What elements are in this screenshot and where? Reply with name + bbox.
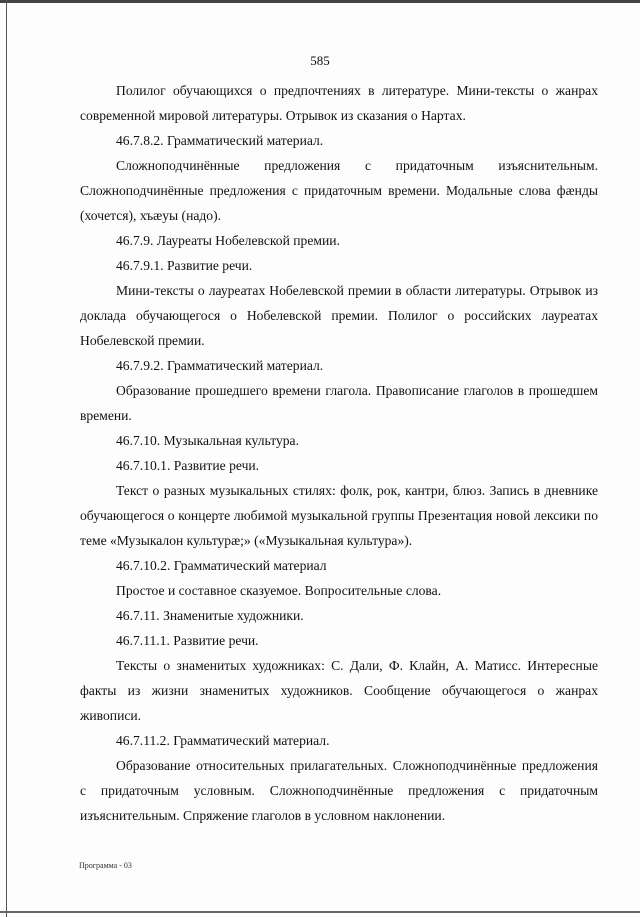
paragraph: Мини-тексты о лауреатах Нобелевской премии в области литературы. Отрывок из доклада обучающегося о Нобелевской премии. Полилог о российских лауреатах Нобелевской премии. (80, 283, 598, 348)
paragraph: Образование прошедшего времени глагола. Правописание глаголов в прошедшем времени. (80, 383, 598, 423)
paragraph: Текст о разных музыкальных стилях: фолк, рок, кантри, блюз. Запись в дневнике обучающегося о концерте любимой музыкальной группы Презентация новой лексики по теме «Музыкалон культурæ;» («Музыкальная культура»). (80, 483, 598, 548)
paragraph: 46.7.11. Знаменитые художники. (116, 608, 304, 623)
paragraph: 46.7.8.2. Грамматический материал. (116, 133, 324, 148)
scan-edge-bottom (0, 911, 640, 913)
paragraph: 46.7.9.2. Грамматический материал. (116, 358, 324, 373)
scan-edge-left (6, 0, 7, 917)
paragraph: Полилог обучающихся о предпочтениях в литературе. Мини-тексты о жанрах современной мировой литературы. Отрывок из сказания о Нартах. (80, 83, 598, 123)
paragraph: 46.7.10. Музыкальная культура. (116, 433, 299, 448)
footer-note: Программа - 03 (79, 861, 132, 870)
paragraph: Тексты о знаменитых художниках: С. Дали, Ф. Клайн, А. Матисс. Интересные факты из жизни знаменитых художников. Сообщение обучающегося о жанрах живописи. (80, 658, 598, 723)
paragraph: 46.7.11.1. Развитие речи. (116, 633, 259, 648)
paragraph: 46.7.11.2. Грамматический материал. (116, 733, 330, 748)
paragraph: 46.7.10.2. Грамматический материал (116, 558, 327, 573)
scan-edge-top (0, 0, 640, 3)
paragraph: Сложноподчинённые предложения с придаточным изъяснительным. Сложноподчинённые предложения с придаточным времени. Модальные слова фæнды (хочется), хъæуы (надо). (80, 158, 598, 223)
body-text (80, 78, 598, 828)
paragraph: Простое и составное сказуемое. Вопросительные слова. (116, 583, 442, 598)
paragraph: 46.7.9. Лауреаты Нобелевской премии. (116, 233, 340, 248)
paragraph: Образование относительных прилагательных. Сложноподчинённые предложения с придаточным условным. Сложноподчинённые предложения с придаточным изъяснительным. Спряжение глаголов в условном наклонении. (80, 758, 598, 823)
page-number: 585 (310, 53, 330, 68)
paragraph: 46.7.10.1. Развитие речи. (116, 458, 260, 473)
paragraph: 46.7.9.1. Развитие речи. (116, 258, 253, 273)
